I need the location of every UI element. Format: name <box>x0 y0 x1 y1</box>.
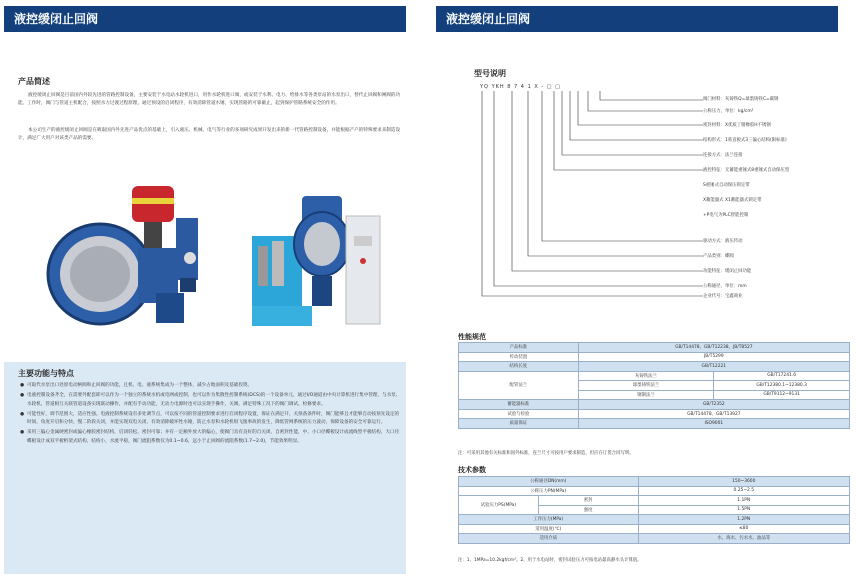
table-cell: 配管法兰 <box>459 371 579 400</box>
table-cell: 公称通径DN(mm) <box>459 477 639 487</box>
model-item: S重锤式自动保压锁定带 <box>703 183 750 188</box>
intro-paragraph-2: 本公司生产的液控缓闭止回阀是在吸取国内外先进产品优点的基础上，引入液压、机械、电气等行业的多项研究成果开发出来的新一代管路控制设备，并能根据产户的特殊要求来制造设计，满足广大用户对该类产品的需要。 <box>18 128 401 142</box>
table-cell: GB/T12221 <box>578 362 849 372</box>
tech-table <box>458 476 850 544</box>
table-row <box>459 400 850 410</box>
model-item: 公称通径，单位：mm <box>703 284 747 289</box>
table-row <box>459 409 850 419</box>
model-item: 液控特征：无蓄能重锤式8重锤式自动保压型 <box>703 168 790 173</box>
table-cell: 1.1PN <box>638 496 849 506</box>
table-cell: 150~3600 <box>638 477 849 487</box>
table-cell: JB/T5299 <box>578 352 849 362</box>
table-cell: 适用温度(℃) <box>459 524 639 534</box>
model-item: 功能特征：缓闭止回功能 <box>703 269 752 274</box>
table-cell: 质量保证 <box>459 419 579 429</box>
table-cell: 球墨铸铁法兰 <box>578 381 714 391</box>
tech-note: 注：1、1MPa=10.2kgf/cm²。2、用于水电站时，密封试验压力可按电站最高静水头计算值。 <box>458 558 642 563</box>
model-item: 密封材料：X优质丁腈橡胶H不锈钢 <box>703 123 771 128</box>
model-item: 驱动方式：液压传动 <box>703 239 743 244</box>
butterfly-valve-photo <box>40 178 220 338</box>
model-item: 阀门材料：灰铸铁Q=球墨铸铁C=碳钢 <box>703 97 779 102</box>
feature-item: ● 电液控制设备齐全，在需要外配套即可以作为一个独立的系统水机或电网或控制，也可以作为集散性控制系统(DCS)的一个设备单元，通过I/O通道由中央计算机进行集中管理，与水泵、水轮机、管道相互关联管道设备实现联动操作，并配有手动功能，无动力电源时也可以实现手操作，关阀，满足特殊工况下的阀门调试、检修要求。 <box>20 392 402 409</box>
model-heading: 型号说明 <box>474 69 506 78</box>
table-row <box>459 477 850 487</box>
left-title-banner: 液控缓闭止回阀 <box>4 6 406 32</box>
perf-table <box>458 342 850 429</box>
feature-item: ● 可取代水泵出口处原电动闸阀和止回阀的功能，且机、电、液系统集成为一个整体，减少占地面积及基础投资。 <box>20 382 402 390</box>
feature-item: ● 可能性好，调节范围大，适应性强。电液控制系统设有多处调节点，可以按不同的管道控制要求进行启闭程序设置，保证在满足开、关预备条件时，阀门能够且才能够自动按预先设定的时间、角度开启和分快、慢二阶段关闭，并能实现双电关闭，有效消除破坏性水锤，防止水泵和水轮机组飞逸事故的发生，降低管网系统的压力波动，保障设备的安全可靠运行。 <box>20 411 402 428</box>
model-item: +P电气为PLC智能控制 <box>703 213 749 218</box>
model-code: YQ YKH 8 7 4 1 X - □ □ <box>480 84 561 90</box>
table-cell: 适用介质 <box>459 534 639 544</box>
table-row <box>459 496 850 506</box>
table-row <box>459 362 850 372</box>
table-cell: ≤80 <box>638 524 849 534</box>
table-row <box>459 524 850 534</box>
model-item: 结构形式：1垂直板式3三偏心结构(限标准) <box>703 138 787 143</box>
table-cell: ISO9001 <box>578 419 849 429</box>
model-diagram-lines <box>470 84 710 304</box>
table-row <box>459 486 850 496</box>
table-cell: GB/T14478、GB/T12238、JB/T8527 <box>578 343 849 353</box>
table-cell: 工作压力(MPa) <box>459 515 639 525</box>
table-cell: GB/T2352 <box>578 400 849 410</box>
table-cell: GB/T12380.1~12380.3 <box>714 381 850 391</box>
model-item: 企业代号：宝鑫商业 <box>703 294 743 299</box>
table-cell: 1.2PN <box>638 515 849 525</box>
table-row <box>459 371 850 381</box>
table-cell: 公称压力PN(MPa) <box>459 486 639 496</box>
model-item: 公称压力，单位：kg/cm² <box>703 109 754 114</box>
table-cell: 水、海水、污水水、油品等 <box>638 534 849 544</box>
tech-heading: 技术参数 <box>458 466 486 474</box>
features-heading: 主要功能与特点 <box>18 369 74 378</box>
table-row <box>459 343 850 353</box>
features-list <box>20 382 402 448</box>
intro-paragraph-1: 液控缓闭止回阀是目前国内外较先进的管路控制设备，主要安装于水电站水轮机进口，用作水轮机进口阀，或安装于水利、电力、给排水等各类泵站的水泵出口，替代止回阀和闸阀的功能。工作时，阀门与管道主机配合，按照水力过渡过程原理，通过预设的启闭程序，有效消除管道水锤，实现管路的可靠截止，起到保护管路系统安全的作用。 <box>18 93 401 107</box>
right-title-banner: 液控缓闭止回阀 <box>436 6 838 32</box>
model-item: 连接方式：法兰连接 <box>703 153 743 158</box>
table-cell: GB/T14478、GB/T13927 <box>578 409 849 419</box>
table-cell: 灰铸铁法兰 <box>578 371 714 381</box>
intro-heading: 产品简述 <box>18 77 50 86</box>
table-cell: 试验与检验 <box>459 409 579 419</box>
perf-heading: 性能规范 <box>458 333 486 341</box>
table-cell: 密封 <box>538 496 638 506</box>
table-cell: 0.25~2.5 <box>638 486 849 496</box>
table-row <box>459 419 850 429</box>
table-cell: 钢制法兰 <box>578 390 714 400</box>
table-cell: 传动装置 <box>459 352 579 362</box>
table-row <box>459 352 850 362</box>
table-cell: 试验压力PS(MPa) <box>459 496 539 515</box>
hydraulic-valve-photo <box>242 186 392 336</box>
table-cell: 蓄能器标准 <box>459 400 579 410</box>
table-row <box>459 534 850 544</box>
table-cell: GB/T9112~9131 <box>714 390 850 400</box>
model-item: 产品类别：蝶阀 <box>703 254 734 259</box>
model-item: X蓄能器式 X1蓄能器式锁定带 <box>703 198 762 203</box>
perf-note: 注：可采用其他有关标准和国外标准，连兰尺寸可按用户要求制造，但应在订货合同写明。 <box>458 451 634 456</box>
table-cell: 结构长度 <box>459 362 579 372</box>
table-cell: 1.5PN <box>638 505 849 515</box>
table-cell: 产品标准 <box>459 343 579 353</box>
feature-item: ● 采用三偏心金属硬密封或偏心橡胶密封结构，启闭轻松，密封可靠；并有一定额外放大的偏心，使阀门具有良好的自关闭、自密封性能，中、小口径蝶板设计成流线型平板结构，大口径蝶板设计成双平板桁架式结构，结构小，水流平稳，阀门流阻系数仅为0.1~0.6，远小于止回阀的流阻系数(1.7~2.0)，节能效果明显。 <box>20 429 402 446</box>
table-cell: GB/T17241.6 <box>714 371 850 381</box>
table-row <box>459 515 850 525</box>
table-cell: 强度 <box>538 505 638 515</box>
